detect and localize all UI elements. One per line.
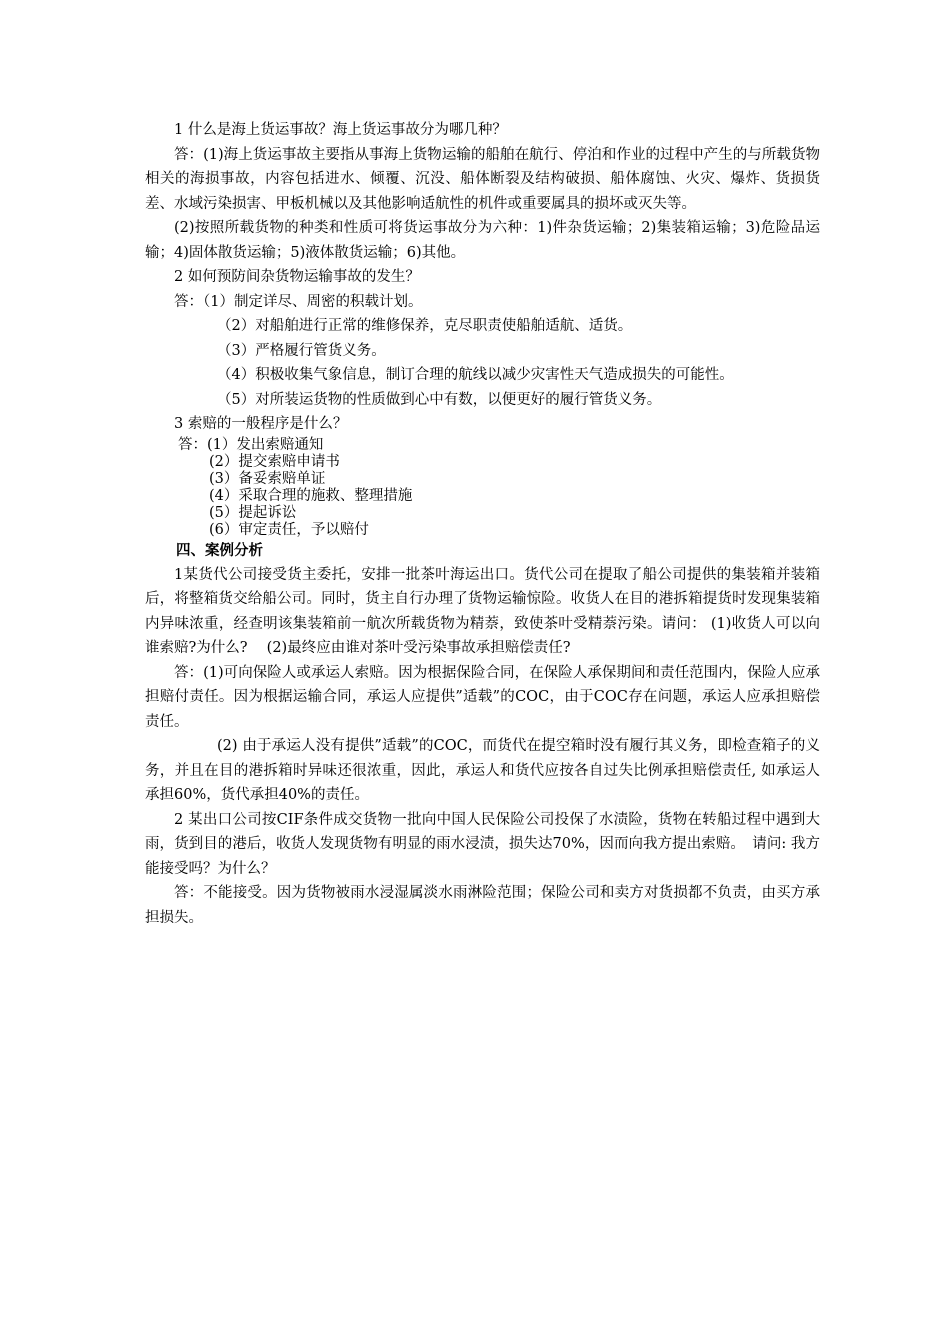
case-1-text: 1某货代公司接受货主委托，安排一批茶叶海运出口。货代公司在提取了船公司提供的集装箱并装箱后，将整箱货交给船公司。同时，货主自行办理了货物运输惊险。收货人在目的港拆箱提货时发现集装箱内异味浓重，经查明该集装箱前一航次所载货物为精萘，致使茶叶受精萘污染。请问： (1)收货人可以向谁索赔?为什么? (2)最终应由谁对茶叶受污染事故承担赔偿责任? xyxy=(145,566,820,656)
question-3: 3 索赔的一般程序是什么？ xyxy=(174,416,348,432)
section-heading: 四、案例分析 xyxy=(176,541,263,559)
answer-3-item-5: (5）提起诉讼 xyxy=(209,504,297,521)
answer-2-item-3: （3）严格履行管货义务。 xyxy=(217,342,386,359)
answer-1-part-1: 答：(1)海上货运事故主要指从事海上货物运输的船舶在航行、停泊和作业的过程中产生的与所载货物相关的海损事故，内容包括进水、倾覆、沉没、船体断裂及结构破损、船体腐蚀、火灾、爆炸、货损货差、水域污染损害、甲板机械以及其他影响适航性的机件或重要属具的损坏或灭失等。 xyxy=(145,146,820,212)
answer-2-item-4: （4）积极收集气象信息，制订合理的航线以减少灾害性天气造成损失的可能性。 xyxy=(217,367,734,383)
answer-2-item-1 xyxy=(145,290,820,315)
answer-2-item-text: （1）制定详尽、周密的积载计划。 xyxy=(203,293,423,310)
question-1: 1 什么是海上货运事故？海上货运事故分为哪几种？ xyxy=(174,122,507,138)
answer-1-part-2: (2)按照所载货物的种类和性质可将货运事故分为六种：1)件杂货运输；2)集装箱运输；3)危险品运输；4)固体散货运输；5)液体散货运输；6)其他。 xyxy=(145,220,820,261)
answer-3-item-3: (3）备妥索赔单证 xyxy=(209,470,326,487)
case-2-answer: 答：不能接受。因为货物被雨水浸湿属淡水雨淋险范围；保险公司和卖方对货损都不负责，由买方承担损失。 xyxy=(145,885,820,926)
case-1-answer-1: 答：(1)可向保险人或承运人索赔。因为根据保险合同，在保险人承保期间和责任范围内，保险人应承担赔付责任。因为根据运输合同，承运人应提供”适载”的COC，由于COC存在问题，承运人应承担赔偿责任。 xyxy=(145,664,820,730)
answer-3-item-1: 答：(1）发出索赔通知 xyxy=(178,436,324,453)
answer-2-prefix: 答： xyxy=(174,293,203,310)
question-2: 2 如何预防间杂货物运输事故的发生？ xyxy=(174,269,420,285)
answer-2-item-2: （2）对船舶进行正常的维修保养，克尽职责使船舶适航、适货。 xyxy=(217,318,633,334)
answer-3-item-2: (2）提交索赔申请书 xyxy=(209,453,340,470)
case-1-answer-2: (2) 由于承运人没有提供”适载”的COC，而货代在提空箱时没有履行其义务，即检查箱子的义务，并且在目的港拆箱时异味还很浓重，因此，承运人和货代应按各自过失比例承担赔偿责任, 如承运人承担60%，货代承担40%的责任。 xyxy=(145,738,820,803)
answer-2-item-5: （5）对所装运货物的性质做到心中有数，以便更好的履行管货义务。 xyxy=(217,391,662,408)
answer-3-item-6: (6）审定责任，予以赔付 xyxy=(209,521,369,538)
answer-3-item-4: (4）采取合理的施救、整理措施 xyxy=(209,487,413,504)
case-2-text: 2 某出口公司按CIF条件成交货物一批向中国人民保险公司投保了水渍险，货物在转船过程中遇到大雨，货到目的港后，收货人发现货物有明显的雨水浸渍，损失达70%，因而向我方提出索赔。 请问: 我方能接受吗？为什么？ xyxy=(145,811,820,877)
document-page xyxy=(145,118,820,930)
